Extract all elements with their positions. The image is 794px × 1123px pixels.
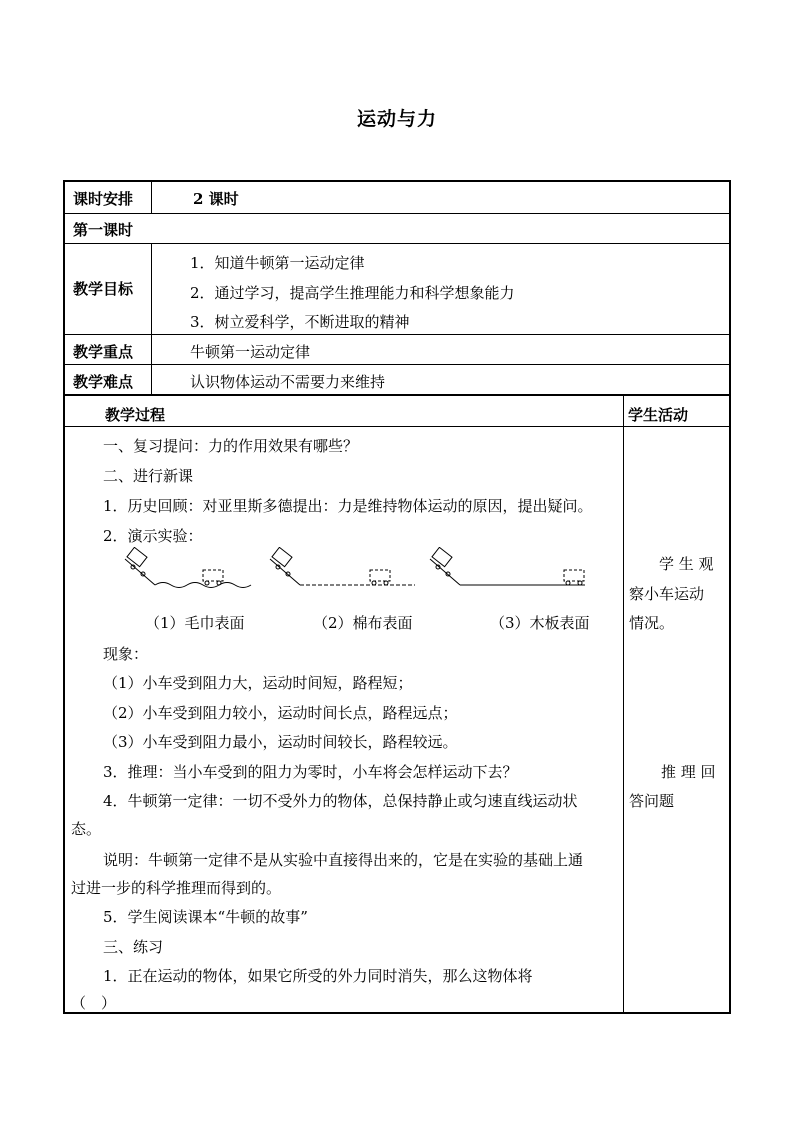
experiment-diagram	[115, 547, 615, 597]
goal-item: 3．树立爱科学，不断进取的精神	[190, 313, 410, 331]
observation-line: 3．推理：当小车受到的阻力为零时，小车将会怎样运动下去？	[103, 763, 518, 781]
row-divider	[65, 334, 729, 335]
student-activity-line: 察小车运动	[629, 585, 705, 603]
row-divider	[65, 394, 729, 396]
student-activity-header: 学生活动	[628, 406, 689, 424]
observation-line: 现象：	[103, 645, 149, 663]
student-activity-line: 答问题	[629, 792, 675, 810]
process-line: 1．历史回顾：对亚里斯多德提出：力是维持物体运动的原因，提出疑问。	[103, 497, 593, 515]
student-activity-line: 学 生 观	[659, 555, 714, 573]
goals-label: 教学目标	[73, 280, 134, 298]
key-point-value: 牛顿第一运动定律	[190, 343, 311, 361]
student-activity-line: 推 理 回	[661, 763, 716, 781]
col-divider	[151, 243, 152, 394]
ramp-wood-figure	[430, 547, 585, 585]
figure-caption: （2）棉布表面	[313, 614, 413, 632]
ramp-cotton-figure	[270, 547, 415, 585]
observation-line: （ ）	[71, 994, 117, 1012]
observation-line: （3）小车受到阻力最小，运动时间较长，路程较远。	[103, 733, 458, 751]
page-title: 运动与力	[356, 108, 437, 130]
figure-caption: （1）毛巾表面	[145, 614, 245, 632]
difficulty-value: 认识物体运动不需要力来维持	[190, 373, 386, 391]
row-divider	[65, 364, 729, 365]
observation-line: 过进一步的科学推理而得到的。	[71, 879, 282, 897]
process-line: 2．演示实验：	[103, 527, 203, 545]
observation-line: （2）小车受到阻力较小，运动时间长点，路程远点；	[103, 704, 458, 722]
row-divider	[65, 213, 729, 214]
observation-line: 态。	[71, 820, 102, 838]
schedule-value: 2 课时	[193, 190, 239, 208]
goal-item: 2．通过学习，提高学生推理能力和科学想象能力	[190, 284, 515, 302]
row-divider	[65, 243, 729, 244]
observation-line: 三、练习	[103, 938, 164, 956]
process-header: 教学过程	[105, 406, 166, 424]
process-line: 二、进行新课	[103, 467, 194, 485]
difficulty-label: 教学难点	[73, 373, 134, 391]
figure-caption: （3）木板表面	[490, 614, 590, 632]
ramp-towel-figure	[125, 547, 251, 587]
goal-item: 1．知道牛顿第一运动定律	[190, 254, 365, 272]
process-line: 一、复习提问：力的作用效果有哪些？	[103, 437, 359, 455]
row-divider	[65, 426, 729, 427]
student-activity-line: 情况。	[629, 614, 675, 632]
schedule-label: 课时安排	[73, 190, 134, 208]
observation-line: 说明：牛顿第一定律不是从实验中直接得出来的，它是在实验的基础上通	[103, 851, 584, 869]
col-divider	[623, 394, 624, 1014]
first-lesson-heading: 第一课时	[73, 221, 134, 239]
col-divider	[151, 182, 152, 213]
key-point-label: 教学重点	[73, 343, 134, 361]
lesson-plan-table	[63, 180, 731, 1014]
observation-line: （1）小车受到阻力大，运动时间短，路程短；	[103, 674, 413, 692]
observation-line: 1．正在运动的物体，如果它所受的外力同时消失，那么这物体将	[103, 967, 533, 985]
observation-line: 4．牛顿第一定律：一切不受外力的物体，总保持静止或匀速直线运动状	[103, 792, 578, 810]
observation-line: 5．学生阅读课本“牛顿的故事”	[103, 908, 308, 926]
